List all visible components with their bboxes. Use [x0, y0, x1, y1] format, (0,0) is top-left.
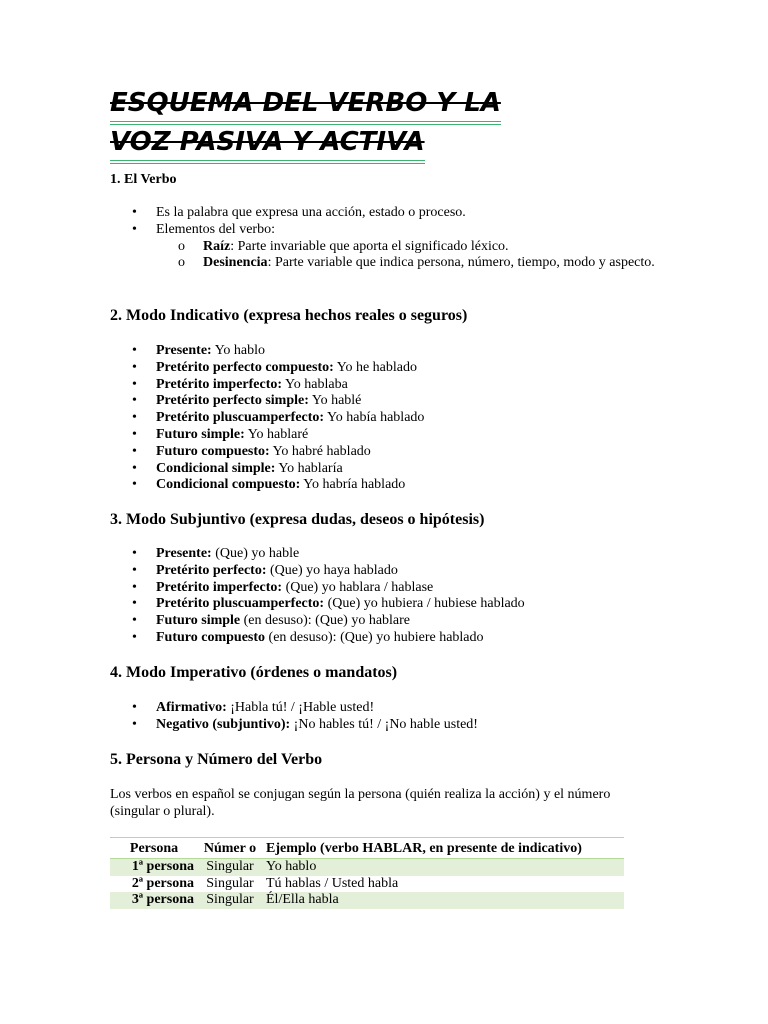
list-item: • Futuro simple: Yo hablaré	[110, 427, 670, 444]
list-item: • Condicional simple: Yo hablaría	[110, 461, 670, 478]
list-item: • Pretérito perfecto simple: Yo hablé	[110, 393, 670, 410]
column-header-ejemplo: Ejemplo (verbo HABLAR, en presente de indicativo)	[262, 838, 624, 859]
list-item: • Pretérito imperfecto: (Que) yo hablara / hablase	[110, 580, 670, 597]
section-2-list	[110, 343, 670, 494]
list-item: • Pretérito pluscuamperfecto: Yo había hablado	[110, 410, 670, 427]
list-item: • Futuro compuesto: Yo habré hablado	[110, 444, 670, 461]
list-item: • Presente: Yo hablo	[110, 343, 670, 360]
persona-table	[110, 837, 624, 909]
title-line-2: VOZ PASIVA Y ACTIVA	[110, 125, 425, 164]
verb-elements-sublist	[156, 239, 670, 273]
sub-list-item: o Raíz: Parte invariable que aporta el significado léxico.	[156, 239, 670, 256]
section-4-heading: 4. Modo Imperativo (órdenes o mandatos)	[110, 664, 398, 681]
list-item: • Pretérito perfecto: (Que) yo haya hablado	[110, 563, 670, 580]
table-row: 3ª persona Singular Él/Ella habla	[110, 892, 624, 909]
list-item: • Es la palabra que expresa una acción, estado o proceso.	[110, 205, 670, 222]
list-item: • Elementos del verbo: o Raíz: Parte invariable que aporta el significado léxico. o Desinencia: Parte variable que indica persona, número, tiempo, modo y aspecto.	[110, 222, 670, 272]
list-item: • Futuro compuesto (en desuso): (Que) yo hubiere hablado	[110, 630, 670, 647]
section-1-heading: 1. El Verbo	[110, 172, 177, 187]
list-item: • Pretérito perfecto compuesto: Yo he hablado	[110, 360, 670, 377]
section-1-list	[110, 205, 670, 272]
table-header-row	[110, 838, 624, 859]
section-4-list	[110, 700, 670, 734]
document-title	[110, 86, 600, 164]
list-item: • Afirmativo: ¡Habla tú! / ¡Hable usted!	[110, 700, 670, 717]
section-2-heading: 2. Modo Indicativo (expresa hechos reales o seguros)	[110, 307, 468, 324]
list-item: • Condicional compuesto: Yo habría hablado	[110, 477, 670, 494]
section-3-list	[110, 546, 670, 647]
section-5-heading: 5. Persona y Número del Verbo	[110, 751, 323, 768]
section-3-heading: 3. Modo Subjuntivo (expresa dudas, deseos o hipótesis)	[110, 511, 485, 528]
column-header-persona: Persona	[110, 838, 198, 859]
list-item: • Pretérito imperfecto: Yo hablaba	[110, 377, 670, 394]
list-item: • Pretérito pluscuamperfecto: (Que) yo hubiera / hubiese hablado	[110, 596, 670, 613]
list-item: • Futuro simple (en desuso): (Que) yo hablare	[110, 613, 670, 630]
title-line-1: ESQUEMA DEL VERBO Y LA	[110, 86, 501, 125]
section-5-paragraph: Los verbos en español se conjugan según la persona (quién realiza la acción) y el número (singular o plural).	[110, 787, 611, 819]
table-row: 2ª persona Singular Tú hablas / Usted habla	[131, 875, 399, 891]
table-row: 1ª persona Singular Yo hablo	[110, 858, 624, 875]
list-item: • Presente: (Que) yo hable	[110, 546, 670, 563]
list-item: • Negativo (subjuntivo): ¡No hables tú! / ¡No hable usted!	[110, 717, 670, 734]
sub-list-item: o Desinencia: Parte variable que indica persona, número, tiempo, modo y aspecto.	[156, 255, 670, 272]
column-header-numero: Númer o	[198, 838, 262, 859]
